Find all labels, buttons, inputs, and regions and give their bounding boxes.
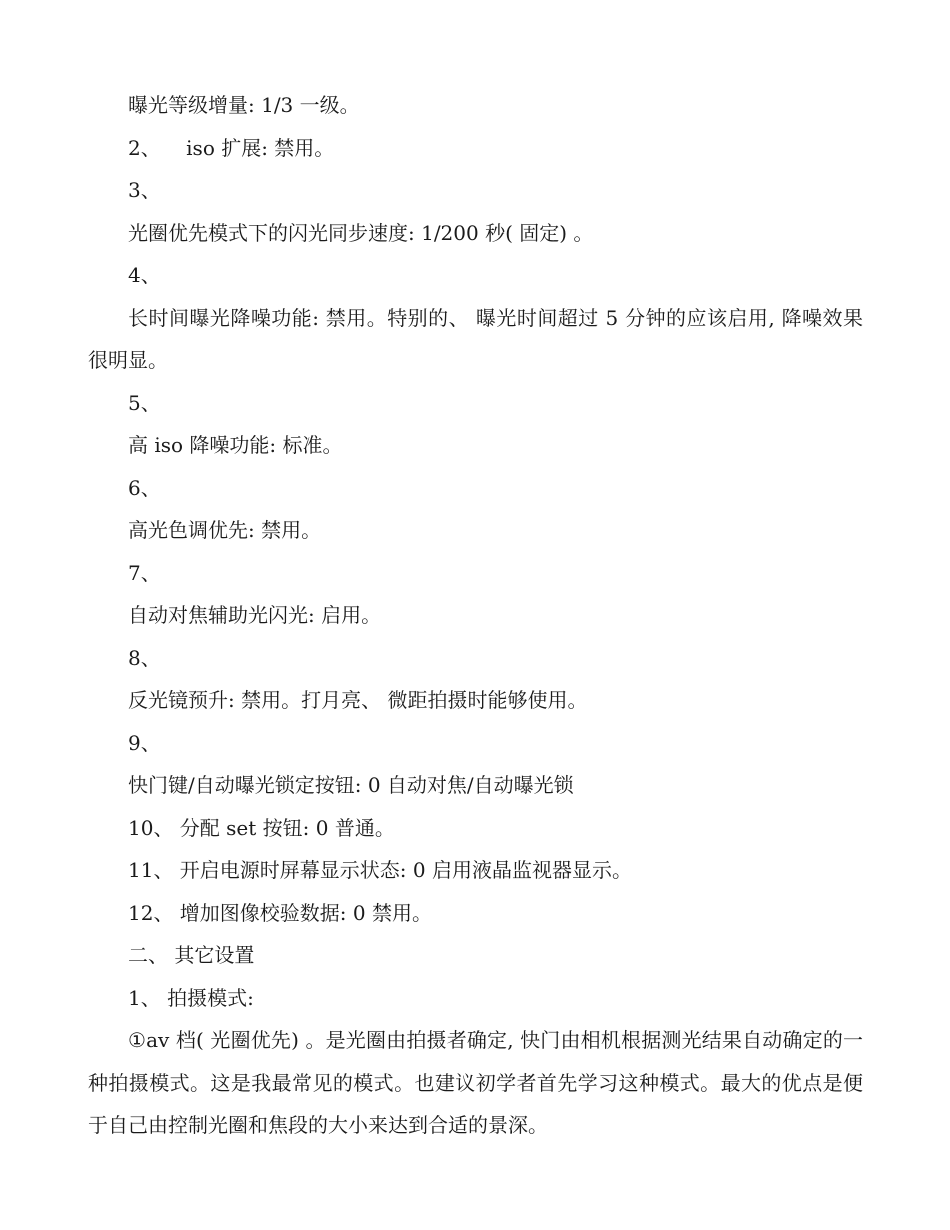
document-body bbox=[88, 84, 863, 1147]
paragraph-power-on-screen-display: 11、 开启电源时屏幕显示状态: 0 启用液晶监视器显示。 bbox=[128, 858, 632, 882]
subheading-shooting-mode: 1、 拍摄模式: bbox=[128, 985, 254, 1010]
paragraph-mirror-lockup: 反光镜预升: 禁用。打月亮、 微距拍摄时能够使用。 bbox=[128, 688, 588, 712]
paragraph-number-9: 9、 bbox=[128, 730, 161, 755]
section-heading-other-settings: 二、 其它设置 bbox=[128, 943, 255, 967]
paragraph-number-5: 5、 bbox=[128, 390, 161, 415]
paragraph-exposure-increment: 曝光等级增量: 1/3 一级。 bbox=[128, 93, 360, 117]
paragraph-image-verification-data: 12、 增加图像校验数据: 0 禁用。 bbox=[128, 900, 432, 925]
paragraph-assign-set-button: 10、 分配 set 按钮: 0 普通。 bbox=[128, 815, 395, 840]
paragraph-av-mode-description: ①av 档( 光圈优先) 。是光圈由拍摄者确定, 快门由相机根据测光结果自动确定的一种拍摄模式。这是我最常见的模式。也建议初学者首先学习这种模式。最大的优点是便于自己由控制光圈和焦段的大小来达到合适的景深。 bbox=[88, 1028, 863, 1137]
paragraph-number-7: 7、 bbox=[128, 560, 161, 585]
paragraph-long-exposure-noise-reduction: 长时间曝光降噪功能: 禁用。特别的、 曝光时间超过 5 分钟的应该启用, 降噪效果很明显。 bbox=[88, 305, 863, 372]
paragraph-shutter-ae-lock-button: 快门键/自动曝光锁定按钮: 0 自动对焦/自动曝光锁 bbox=[128, 773, 574, 797]
paragraph-number-6: 6、 bbox=[128, 475, 161, 500]
paragraph-flash-sync-speed: 光圈优先模式下的闪光同步速度: 1/200 秒( 固定) 。 bbox=[128, 220, 594, 245]
paragraph-number-8: 8、 bbox=[128, 645, 161, 670]
paragraph-number-4: 4、 bbox=[128, 263, 161, 287]
paragraph-high-iso-noise-reduction: 高 iso 降噪功能: 标准。 bbox=[128, 433, 343, 457]
paragraph-highlight-tone-priority: 高光色调优先: 禁用。 bbox=[128, 518, 322, 542]
paragraph-iso-expansion: 2、 iso 扩展: 禁用。 bbox=[128, 135, 335, 160]
paragraph-af-assist-beam: 自动对焦辅助光闪光: 启用。 bbox=[128, 603, 382, 627]
paragraph-number-3: 3、 bbox=[128, 178, 161, 202]
